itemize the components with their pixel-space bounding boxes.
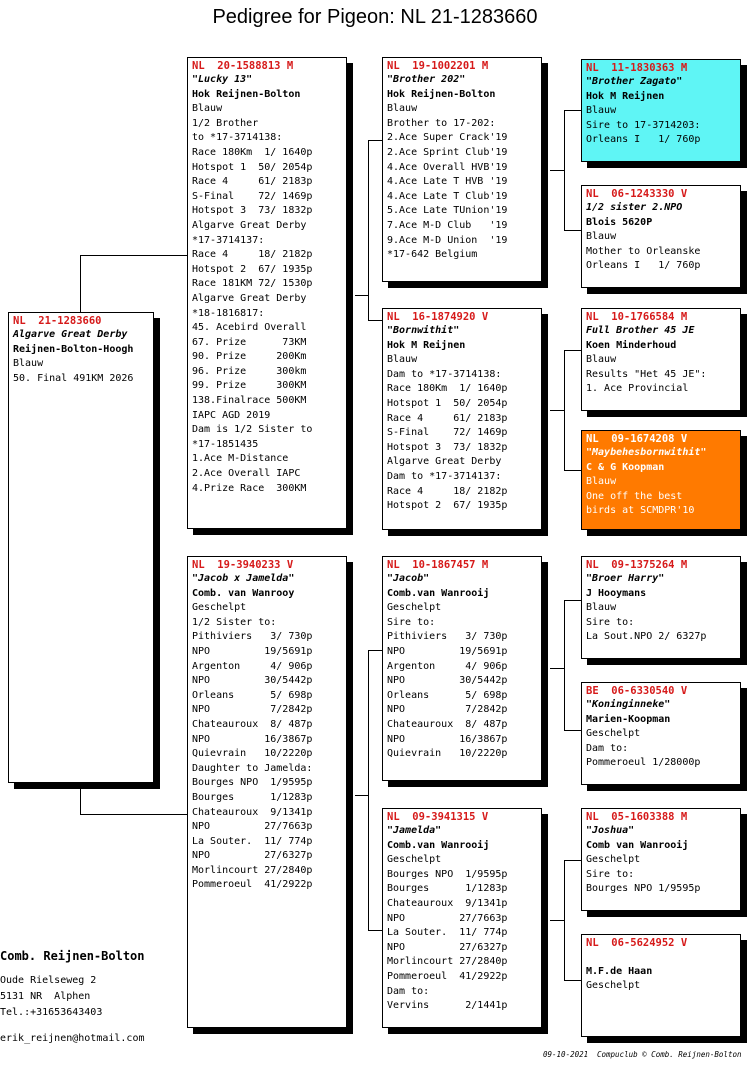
pigeon-name: "Jacob": [387, 573, 430, 584]
info-line: Orleans I 1/ 760p: [586, 134, 701, 146]
info-line: S-Final 72/ 1469p: [192, 190, 313, 202]
info-line: 67. Prize 73KM: [192, 336, 307, 348]
info-line: to *17-3714138:: [192, 132, 283, 144]
connector-line: [564, 600, 565, 730]
great-grandsire-card: [581, 556, 741, 659]
connector-line: [564, 350, 581, 351]
connector-line: [564, 730, 581, 731]
info-line: Results "Het 45 JE":: [586, 368, 707, 380]
connector-line: [550, 668, 564, 669]
connector-line: [80, 814, 187, 815]
info-line: 1. Ace Provincial: [586, 383, 689, 395]
info-line: Pommeroeul 1/28000p: [586, 757, 701, 769]
info-line: La Souter. 11/ 774p: [192, 835, 313, 847]
info-line: birds at SCMDPR'10: [586, 505, 695, 517]
info-line: NPO 19/5691p: [387, 645, 508, 657]
info-line: Hotspot 3 73/ 1832p: [192, 205, 313, 217]
ring-number: NL 19-1002201 M: [387, 60, 489, 72]
info-line: Bourges NPO 1/9595p: [586, 883, 701, 895]
info-line: Blauw: [13, 358, 44, 370]
connector-line: [80, 255, 81, 313]
connector-line: [368, 650, 369, 930]
info-line: Pithiviers 3/ 730p: [387, 631, 508, 643]
info-line: Pommeroeul 41/2922p: [387, 970, 508, 982]
great-grandsire-card: [581, 308, 741, 411]
info-line: NPO 7/2842p: [192, 704, 313, 716]
info-line: IAPC AGD 2019: [192, 409, 271, 421]
pigeon-name: "Lucky 13": [192, 74, 253, 85]
granddam-paternal-card: [382, 308, 542, 530]
ring-number: NL 09-1674208 V: [586, 433, 688, 445]
info-line: Hotspot 2 67/ 1935p: [192, 263, 313, 275]
info-line: Quievrain 10/2220p: [387, 748, 508, 760]
owner-line: Comb.van Wanrooij: [387, 839, 490, 851]
info-line: Race 180Km 1/ 1640p: [387, 383, 508, 395]
info-line: Race 4 18/ 2182p: [192, 249, 313, 261]
info-line: Daughter to Jamelda:: [192, 762, 313, 774]
info-line: 138.Finalrace 500KM: [192, 395, 307, 407]
ring-number: NL 16-1874920 V: [387, 311, 489, 323]
info-line: Chateauroux 9/1341p: [192, 806, 313, 818]
info-line: Orleans 5/ 698p: [387, 689, 508, 701]
info-line: Bourges NPO 1/9595p: [387, 868, 508, 880]
ring-number: NL 06-1243330 V: [586, 188, 688, 200]
info-line: 2.Ace Overall IAPC: [192, 468, 301, 480]
info-line: *17-3714137:: [192, 234, 265, 246]
pigeon-name: "Bornwithit": [387, 325, 460, 336]
great-grandsire-card: [581, 59, 741, 162]
breeder-address-line: Oude Rielseweg 2: [0, 975, 97, 986]
info-line: 90. Prize 200Km: [192, 351, 307, 363]
info-line: Hotspot 2 67/ 1935p: [387, 500, 508, 512]
info-line: NPO 16/3867p: [192, 733, 313, 745]
info-line: Dam to *17-3714138:: [387, 368, 502, 380]
info-line: Race 180Km 1/ 1640p: [192, 146, 313, 158]
info-line: Hotspot 1 50/ 2054p: [192, 161, 313, 173]
info-line: 99. Prize 300KM: [192, 380, 307, 392]
connector-line: [564, 860, 565, 980]
info-line: Sire to:: [586, 868, 635, 880]
owner-line: M.F.de Haan: [586, 965, 653, 977]
ring-number: NL 10-1766584 M: [586, 311, 688, 323]
ring-number: NL 09-1375264 M: [586, 559, 688, 571]
info-line: Blauw: [192, 103, 223, 115]
ring-number: NL 20-1588813 M: [192, 60, 294, 72]
info-line: Orleans 5/ 698p: [192, 689, 313, 701]
info-line: Blauw: [387, 103, 418, 115]
granddam-maternal-card: [382, 808, 542, 1028]
info-line: *17-642 Belgium: [387, 249, 478, 261]
connector-line: [564, 110, 581, 111]
info-line: One off the best: [586, 490, 683, 502]
pigeon-name: "Joshua": [586, 825, 635, 836]
info-line: Bourges 1/1283p: [387, 883, 508, 895]
breeder-email: erik_reijnen@hotmail.com: [0, 1033, 145, 1044]
info-line: Pithiviers 3/ 730p: [192, 631, 313, 643]
info-line: *17-1851435: [192, 438, 259, 450]
info-line: Dam to:: [387, 985, 430, 997]
info-line: 1/2 Brother: [192, 117, 259, 129]
great-granddam-card: [581, 185, 741, 288]
info-line: Dam to *17-3714137:: [387, 470, 502, 482]
owner-line: Comb.van Wanrooij: [387, 587, 490, 599]
info-line: Mother to Orleanske: [586, 245, 701, 257]
info-line: Dam is 1/2 Sister to: [192, 424, 313, 436]
great-granddam-card: [581, 934, 741, 1037]
info-line: NPO 30/5442p: [387, 675, 508, 687]
connector-line: [564, 980, 581, 981]
owner-line: Hok Reijnen-Bolton: [387, 88, 496, 100]
ring-number: NL 06-5624952 V: [586, 937, 688, 949]
info-line: Geschelpt: [586, 854, 641, 866]
great-granddam-card: [581, 682, 741, 785]
info-line: 4.Ace Late T HVB '19: [387, 176, 508, 188]
owner-line: Comb van Wanrooij: [586, 839, 689, 851]
pigeon-name: "Jamelda": [387, 825, 442, 836]
ring-number: BE 06-6330540 V: [586, 685, 688, 697]
info-line: Morlincourt 27/2840p: [387, 956, 508, 968]
info-line: Race 181KM 72/ 1530p: [192, 278, 313, 290]
owner-line: Koen Minderhoud: [586, 339, 677, 351]
pigeon-name: [586, 950, 737, 965]
connector-line: [368, 930, 382, 931]
info-line: Hotspot 1 50/ 2054p: [387, 397, 508, 409]
info-line: NPO 27/6327p: [387, 941, 508, 953]
info-line: Chateauroux 8/ 487p: [192, 718, 313, 730]
info-line: Race 4 61/ 2183p: [192, 176, 313, 188]
ring-number: NL 11-1830363 M: [586, 62, 688, 74]
connector-line: [80, 782, 81, 814]
info-line: Race 4 61/ 2183p: [387, 412, 508, 424]
connector-line: [564, 470, 581, 471]
ring-number: NL 05-1603388 M: [586, 811, 688, 823]
connector-line: [355, 795, 368, 796]
info-line: 96. Prize 300km: [192, 365, 307, 377]
info-line: Race 4 18/ 2182p: [387, 485, 508, 497]
dam-card: [187, 556, 347, 1028]
pigeon-name: "Brother Zagato": [586, 76, 683, 87]
info-line: Geschelpt: [586, 728, 641, 740]
connector-line: [564, 860, 581, 861]
info-line: 4.Ace Overall HVB'19: [387, 161, 508, 173]
info-line: Algarve Great Derby: [192, 292, 307, 304]
pigeon-name: Algarve Great Derby: [13, 329, 128, 340]
info-line: 7.Ace M-D Club '19: [387, 219, 508, 231]
owner-line: J Hooymans: [586, 587, 647, 599]
info-line: Orleans I 1/ 760p: [586, 260, 701, 272]
info-line: NPO 16/3867p: [387, 733, 508, 745]
info-line: Blauw: [586, 602, 617, 614]
info-line: NPO 27/6327p: [192, 850, 313, 862]
info-line: Reijnen-Bolton-Hoogh: [13, 343, 134, 355]
info-line: Vervins 2/1441p: [387, 1000, 508, 1012]
grandsire-paternal-card: [382, 57, 542, 282]
pigeon-name: "Jacob x Jamelda": [192, 573, 295, 584]
info-line: Blauw: [586, 231, 617, 243]
info-line: Algarve Great Derby: [387, 456, 502, 468]
owner-line: C & G Koopman: [586, 461, 665, 473]
connector-line: [564, 350, 565, 470]
owner-line: Marien-Koopman: [586, 713, 671, 725]
breeder-phone: Tel.:+31653643403: [0, 1007, 103, 1018]
connector-line: [550, 410, 564, 411]
info-line: NPO 27/7663p: [387, 912, 508, 924]
info-line: Sire to:: [387, 616, 436, 628]
great-grandsire-card: [581, 808, 741, 911]
info-line: La Souter. 11/ 774p: [387, 927, 508, 939]
grandsire-maternal-card: [382, 556, 542, 781]
info-line: 2.Ace Sprint Club'19: [387, 146, 508, 158]
info-line: NPO 7/2842p: [387, 704, 508, 716]
info-line: Geschelpt: [192, 602, 247, 614]
info-line: Algarve Great Derby: [192, 219, 307, 231]
connector-line: [355, 295, 368, 296]
info-line: Quievrain 10/2220p: [192, 748, 313, 760]
footer-date: 09-10-2021: [543, 1050, 589, 1059]
subject-pigeon-card: [8, 312, 154, 783]
ring-number: NL 09-3941315 V: [387, 811, 489, 823]
owner-line: Hok M Reijnen: [387, 339, 466, 351]
info-line: Argenton 4/ 906p: [192, 660, 313, 672]
breeder-address-line: 5131 NR Alphen: [0, 991, 91, 1002]
info-line: Blauw: [586, 354, 617, 366]
info-line: Chateauroux 8/ 487p: [387, 718, 508, 730]
connector-line: [368, 140, 369, 320]
info-line: Morlincourt 27/2840p: [192, 864, 313, 876]
ring-number: NL 19-3940233 V: [192, 559, 294, 571]
pigeon-name: "Brother 202": [387, 74, 466, 85]
ring-number: NL 10-1867457 M: [387, 559, 489, 571]
info-line: Bourges NPO 1/9595p: [192, 777, 313, 789]
pigeon-name: "Maybehesbornwithit": [586, 447, 707, 458]
footer-credit: Compuclub © Comb. Reijnen-Bolton: [597, 1050, 742, 1059]
connector-line: [564, 230, 581, 231]
pigeon-name: "Broer Harry": [586, 573, 665, 584]
info-line: 5.Ace Late TUnion'19: [387, 205, 508, 217]
info-line: NPO 30/5442p: [192, 675, 313, 687]
connector-line: [368, 650, 382, 651]
info-line: 45. Acebird Overall: [192, 322, 307, 334]
connector-line: [564, 600, 581, 601]
info-line: 2.Ace Super Crack'19: [387, 132, 508, 144]
info-line: Geschelpt: [387, 602, 442, 614]
info-line: Argenton 4/ 906p: [387, 660, 508, 672]
info-line: NPO 27/7663p: [192, 821, 313, 833]
info-line: 1/2 Sister to:: [192, 616, 277, 628]
sire-card: [187, 57, 347, 529]
connector-line: [368, 320, 382, 321]
info-line: Geschelpt: [586, 980, 641, 992]
info-line: Blauw: [586, 105, 617, 117]
info-line: La Sout.NPO 2/ 6327p: [586, 631, 707, 643]
great-granddam-card: [581, 430, 741, 530]
info-line: S-Final 72/ 1469p: [387, 427, 508, 439]
info-line: NPO 19/5691p: [192, 645, 313, 657]
info-line: Sire to 17-3714203:: [586, 119, 701, 131]
owner-line: Hok M Reijnen: [586, 90, 665, 102]
info-line: Chateauroux 9/1341p: [387, 897, 508, 909]
info-line: Blauw: [586, 476, 617, 488]
info-line: Bourges 1/1283p: [192, 791, 313, 803]
info-line: Brother to 17-202:: [387, 117, 496, 129]
connector-line: [564, 110, 565, 230]
info-line: 50. Final 491KM 2026: [13, 372, 134, 384]
pigeon-name: Full Brother 45 JE: [586, 325, 695, 336]
connector-line: [550, 170, 564, 171]
info-line: Blauw: [387, 354, 418, 366]
info-line: 4.Prize Race 300KM: [192, 482, 307, 494]
info-line: Geschelpt: [387, 854, 442, 866]
owner-line: Blois 5620P: [586, 216, 653, 228]
ring-number: NL 21-1283660: [13, 315, 102, 327]
owner-line: Hok Reijnen-Bolton: [192, 88, 301, 100]
owner-line: Comb. van Wanrooy: [192, 587, 295, 599]
info-line: 1.Ace M-Distance: [192, 453, 289, 465]
connector-line: [368, 140, 382, 141]
pigeon-name: 1/2 sister 2.NPO: [586, 202, 683, 213]
info-line: Dam to:: [586, 742, 629, 754]
breeder-name: Comb. Reijnen-Bolton: [0, 949, 145, 963]
page-title: Pedigree for Pigeon: NL 21-1283660: [212, 6, 538, 28]
info-line: Hotspot 3 73/ 1832p: [387, 441, 508, 453]
connector-line: [550, 920, 564, 921]
info-line: 9.Ace M-D Union '19: [387, 234, 508, 246]
info-line: *18-1816817:: [192, 307, 265, 319]
pigeon-name: "Koninginneke": [586, 699, 671, 710]
info-line: 4.Ace Late T Club'19: [387, 190, 508, 202]
info-line: Pommeroeul 41/2922p: [192, 879, 313, 891]
connector-line: [80, 255, 187, 256]
info-line: Sire to:: [586, 616, 635, 628]
